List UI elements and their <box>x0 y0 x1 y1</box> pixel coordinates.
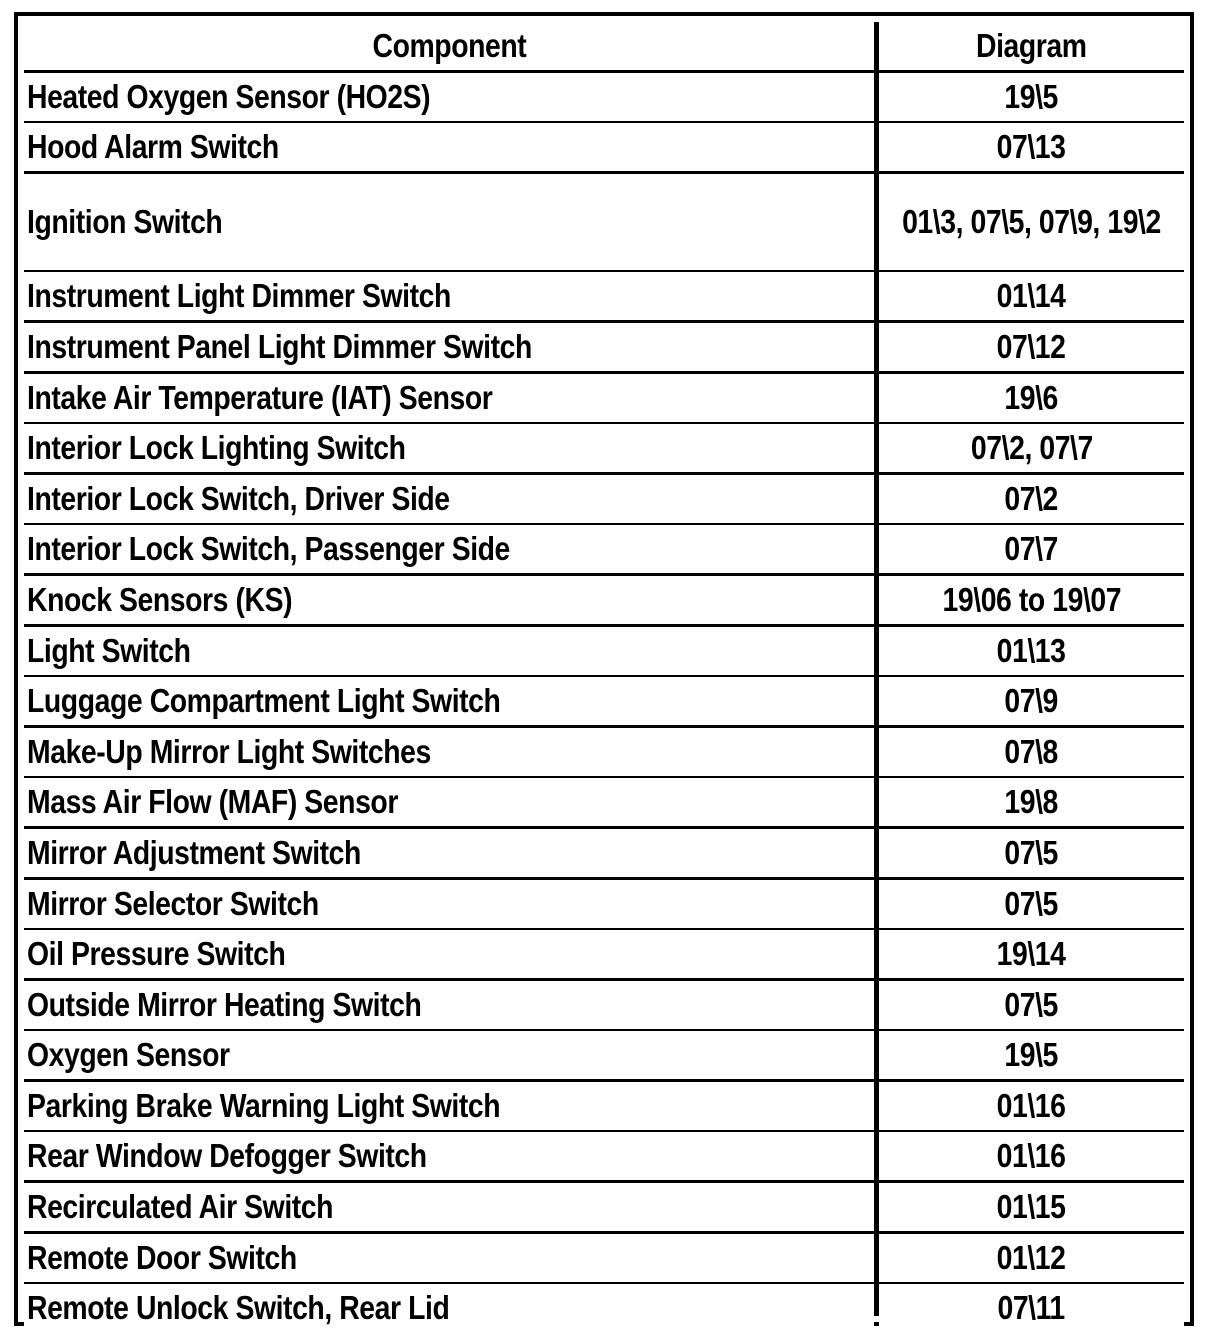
table-row-diagram-cell <box>879 123 1184 171</box>
table-row-diagram-cell <box>879 1082 1184 1130</box>
header-diagram-label: Diagram <box>976 27 1087 64</box>
diagram-reference: 07\7 <box>1004 530 1059 568</box>
diagram-reference: 07\13 <box>997 128 1066 166</box>
header-component <box>24 22 874 70</box>
table-row-component-cell <box>24 627 874 675</box>
table-row-component-cell <box>24 778 874 826</box>
diagram-reference: 07\8 <box>1004 732 1059 770</box>
table-row-component-cell <box>24 880 874 928</box>
component-name: Remote Unlock Switch, Rear Lid <box>27 1289 450 1327</box>
table-row-diagram-cell <box>879 728 1184 776</box>
component-name: Interior Lock Switch, Passenger Side <box>27 530 510 568</box>
component-name: Recirculated Air Switch <box>27 1188 334 1226</box>
diagram-reference: 19\06 to 19\07 <box>942 580 1121 618</box>
table-row-diagram-cell <box>879 880 1184 928</box>
table-row-component-cell <box>24 272 874 320</box>
table-row-component-cell <box>24 1183 874 1231</box>
component-name: Outside Mirror Heating Switch <box>27 985 422 1023</box>
table-row-diagram-cell <box>879 1132 1184 1180</box>
diagram-reference: 01\13 <box>997 631 1066 669</box>
component-name: Remote Door Switch <box>27 1238 297 1276</box>
table-row-component-cell <box>24 1234 874 1282</box>
component-name: Instrument Light Dimmer Switch <box>27 277 451 315</box>
table-row-diagram-cell <box>879 272 1184 320</box>
component-name: Make-Up Mirror Light Switches <box>27 732 431 770</box>
table-row-component-cell <box>24 475 874 523</box>
table-row-component-cell <box>24 123 874 171</box>
table-row-component-cell <box>24 829 874 877</box>
table-row-component-cell <box>24 73 874 121</box>
table-row-component-cell <box>24 677 874 725</box>
table-row-diagram-cell <box>879 1284 1184 1332</box>
component-name: Heated Oxygen Sensor (HO2S) <box>27 77 431 115</box>
table-row-component-cell <box>24 1132 874 1180</box>
table-row-component-cell <box>24 525 874 573</box>
diagram-reference: 01\16 <box>997 1137 1066 1175</box>
component-name: Instrument Panel Light Dimmer Switch <box>27 327 532 365</box>
header-component-label: Component <box>372 27 526 64</box>
table-row-component-cell <box>24 981 874 1029</box>
diagram-reference: 01\15 <box>997 1188 1066 1226</box>
component-name: Oil Pressure Switch <box>27 935 286 973</box>
diagram-reference: 19\14 <box>997 935 1066 973</box>
component-table-frame <box>14 12 1194 1326</box>
table-row-diagram-cell <box>879 525 1184 573</box>
diagram-reference: 01\3, 07\5, 07\9, 19\2 <box>902 202 1161 240</box>
component-name: Light Switch <box>27 631 191 669</box>
component-name: Oxygen Sensor <box>27 1036 230 1074</box>
table-row-diagram-cell <box>879 1031 1184 1079</box>
diagram-reference: 07\2, 07\7 <box>970 429 1093 467</box>
table-row-component-cell <box>24 374 874 422</box>
table-row-diagram-cell <box>879 677 1184 725</box>
table-row-diagram-cell <box>879 627 1184 675</box>
component-name: Hood Alarm Switch <box>27 128 279 166</box>
table-row-diagram-cell <box>879 323 1184 371</box>
table-row-diagram-cell <box>879 829 1184 877</box>
table-row-component-cell <box>24 174 874 270</box>
diagram-reference: 19\5 <box>1004 77 1059 115</box>
diagram-reference: 19\8 <box>1004 783 1059 821</box>
table-row-diagram-cell <box>879 174 1184 270</box>
diagram-reference: 01\12 <box>997 1238 1066 1276</box>
table-row-component-cell <box>24 1284 874 1332</box>
diagram-reference: 07\5 <box>1004 884 1059 922</box>
table-row-component-cell <box>24 323 874 371</box>
component-name: Luggage Compartment Light Switch <box>27 682 501 720</box>
table-row-component-cell <box>24 424 874 472</box>
diagram-reference: 01\16 <box>997 1086 1066 1124</box>
diagram-reference: 07\5 <box>1004 833 1059 871</box>
table-row-diagram-cell <box>879 778 1184 826</box>
table-row-diagram-cell <box>879 424 1184 472</box>
component-name: Rear Window Defogger Switch <box>27 1137 427 1175</box>
component-name: Mirror Adjustment Switch <box>27 833 361 871</box>
table-row-component-cell <box>24 930 874 978</box>
diagram-reference: 19\5 <box>1004 1036 1059 1074</box>
component-table <box>24 22 1184 1327</box>
component-name: Parking Brake Warning Light Switch <box>27 1086 501 1124</box>
diagram-reference: 19\6 <box>1004 378 1059 416</box>
component-name: Interior Lock Switch, Driver Side <box>27 479 450 517</box>
table-row-diagram-cell <box>879 1183 1184 1231</box>
component-name: Interior Lock Lighting Switch <box>27 429 406 467</box>
table-row-diagram-cell <box>879 981 1184 1029</box>
table-row-diagram-cell <box>879 930 1184 978</box>
diagram-reference: 07\11 <box>997 1289 1066 1327</box>
diagram-reference: 07\12 <box>997 327 1066 365</box>
table-row-diagram-cell <box>879 374 1184 422</box>
table-row-diagram-cell <box>879 1234 1184 1282</box>
table-row-diagram-cell <box>879 576 1184 624</box>
table-row-component-cell <box>24 728 874 776</box>
component-name: Mirror Selector Switch <box>27 884 319 922</box>
component-name: Ignition Switch <box>27 202 223 240</box>
table-row-component-cell <box>24 1082 874 1130</box>
diagram-reference: 01\14 <box>997 277 1066 315</box>
component-name: Knock Sensors (KS) <box>27 580 293 618</box>
table-row-diagram-cell <box>879 73 1184 121</box>
table-row-diagram-cell <box>879 475 1184 523</box>
diagram-reference: 07\9 <box>1004 682 1059 720</box>
component-name: Intake Air Temperature (IAT) Sensor <box>27 378 493 416</box>
header-diagram <box>879 22 1184 70</box>
table-row-component-cell <box>24 576 874 624</box>
table-row-component-cell <box>24 1031 874 1079</box>
component-name: Mass Air Flow (MAF) Sensor <box>27 783 398 821</box>
diagram-reference: 07\2 <box>1004 479 1059 517</box>
diagram-reference: 07\5 <box>1004 985 1059 1023</box>
